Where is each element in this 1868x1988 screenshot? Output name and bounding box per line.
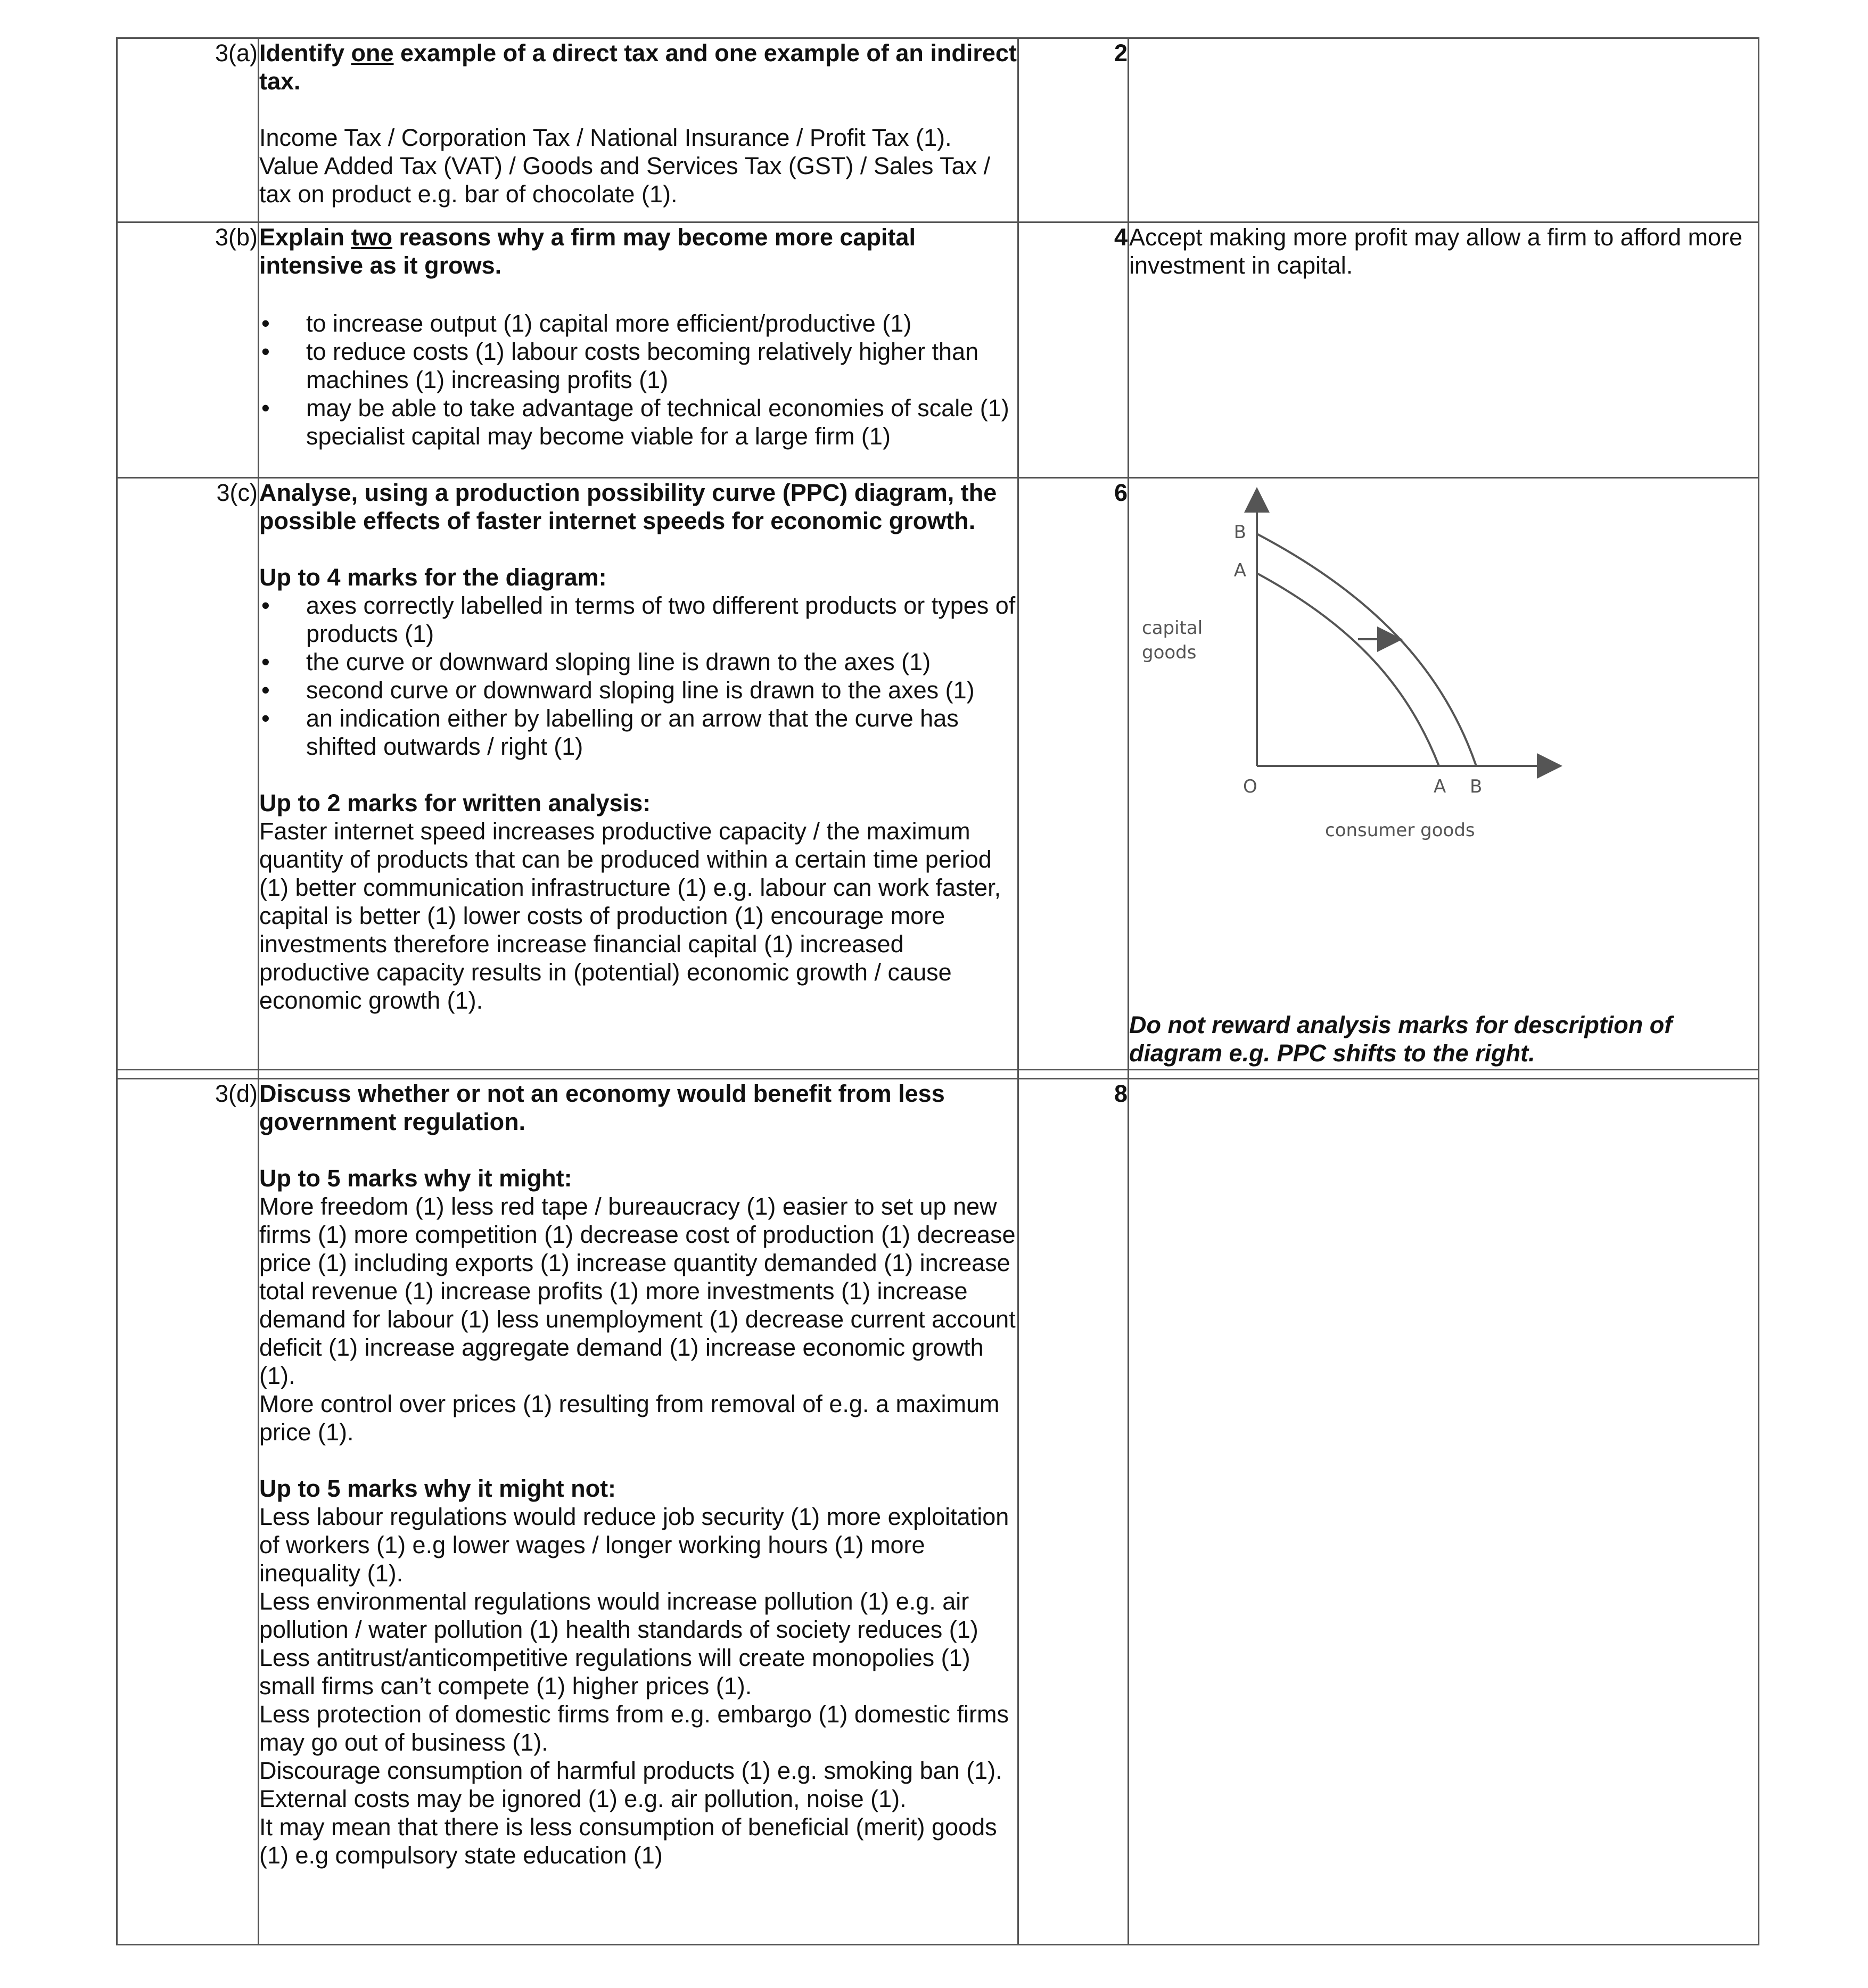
question-number: 3(d) [117, 1079, 259, 1945]
y-axis-label-line1: capital [1142, 617, 1203, 639]
question-text: Analyse, using a production possibility curve (PPC) diagram, the possible effects of faster internet speeds for economic growth. [259, 479, 997, 534]
might-not-point: Less antitrust/anticompetitive regulations will create monopolies (1) small firms can’t compete (1) higher prices (1). [259, 1644, 970, 1700]
might-heading: Up to 5 marks why it might: [259, 1165, 572, 1192]
mark-scheme-table [116, 37, 1759, 1945]
bullet-list [259, 591, 1017, 761]
might-not-heading: Up to 5 marks why it might not: [259, 1475, 616, 1502]
curve-b-y-label: B [1233, 522, 1246, 543]
answer-cell [259, 38, 1018, 222]
question-number: 3(c) [117, 478, 259, 1070]
might-not-point: Less protection of domestic firms from e.g. embargo (1) domestic firms may go out of business (1). [259, 1701, 1009, 1756]
bullet-item: • axes correctly labelled in terms of two different products or types of products (1) [259, 591, 1017, 648]
row-3c [117, 478, 1759, 1070]
ppc-curve-b [1257, 534, 1476, 766]
curve-a-y-label: A [1233, 560, 1246, 581]
guidance-cell [1129, 478, 1759, 1070]
question-text: Explain two reasons why a firm may become more capital intensive as it grows. [259, 224, 916, 279]
might-not-point: Less labour regulations would reduce job security (1) more exploitation of workers (1) e.g lower wages / longer working hours (1) more inequality (1). [259, 1503, 1009, 1587]
guidance-cell: Accept making more profit may allow a firm to afford more investment in capital. [1129, 222, 1759, 478]
might-not-point: Less environmental regulations would increase pollution (1) e.g. air pollution / water pollution (1) health standards of society reduces (1) [259, 1588, 978, 1643]
answer-line: Income Tax / Corporation Tax / National Insurance / Profit Tax (1). [259, 124, 952, 151]
might-not-point: Discourage consumption of harmful products (1) e.g. smoking ban (1). [259, 1757, 1002, 1784]
bullet-item: • an indication either by labelling or an arrow that the curve has shifted outwards / right (1) [259, 704, 1017, 761]
bullet-item: • may be able to take advantage of technical economies of scale (1) specialist capital may become viable for a large firm (1) [259, 394, 1017, 450]
curve-a-x-label: A [1434, 776, 1446, 797]
question-text: Identify one example of a direct tax and one example of an indirect tax. [259, 39, 1017, 95]
might-point: More freedom (1) less red tape / bureaucracy (1) easier to set up new firms (1) more competition (1) decrease cost of production (1) decrease price (1) including exports (1) increase quantity demanded (1) increase total revenue (1) increase profits (1) more investments (1) increase demand for labour (1) less unemployment (1) decrease current account deficit (1) increase aggregate demand (1) increase economic growth (1). [259, 1193, 1016, 1389]
marks-cell: 8 [1018, 1079, 1129, 1945]
ppc-diagram-svg [1129, 479, 1736, 1011]
row-3b [117, 222, 1759, 478]
answer-line: Value Added Tax (VAT) / Goods and Services Tax (GST) / Sales Tax / tax on product e.g. bar of chocolate (1). [259, 152, 991, 208]
y-axis-label-line2: goods [1142, 642, 1197, 663]
question-text: Discuss whether or not an economy would benefit from less government regulation. [259, 1080, 945, 1135]
answer-cell [259, 478, 1018, 1070]
might-not-point: It may mean that there is less consumption of beneficial (merit) goods (1) e.g compulsory state education (1) [259, 1813, 997, 1869]
guidance-cell [1129, 38, 1759, 222]
row-3d [117, 1079, 1759, 1945]
guidance-note: Do not reward analysis marks for description of diagram e.g. PPC shifts to the right. [1129, 1011, 1673, 1067]
question-number: 3(a) [117, 38, 259, 222]
diagram-marks-heading: Up to 4 marks for the diagram: [259, 564, 607, 591]
marks-cell: 2 [1018, 38, 1129, 222]
marks-cell: 6 [1018, 478, 1129, 1070]
might-point: More control over prices (1) resulting from removal of e.g. a maximum price (1). [259, 1390, 1000, 1446]
ppc-diagram [1129, 479, 1758, 1011]
analysis-marks-heading: Up to 2 marks for written analysis: [259, 789, 651, 816]
mark-scheme-sheet [116, 37, 1758, 1945]
analysis-text: Faster internet speed increases productive capacity / the maximum quantity of products that can be produced within a certain time period (1) better communication infrastructure (1) e.g. labour can work faster, capital is better (1) lower costs of production (1) encourage more investments therefore increase financial capital (1) increased productive capacity results in (potential) economic growth / cause economic growth (1). [259, 818, 1001, 1014]
might-not-point: External costs may be ignored (1) e.g. air pollution, noise (1). [259, 1785, 907, 1812]
question-number: 3(b) [117, 222, 259, 478]
origin-label: O [1243, 776, 1257, 797]
bullet-item: • to reduce costs (1) labour costs becoming relatively higher than machines (1) increasing profits (1) [259, 337, 1017, 394]
bullet-list [259, 309, 1017, 450]
guidance-cell [1129, 1079, 1759, 1945]
row-3a [117, 38, 1759, 222]
bullet-item: • the curve or downward sloping line is drawn to the axes (1) [259, 648, 1017, 676]
row-separator [117, 1070, 1759, 1079]
marks-cell: 4 [1018, 222, 1129, 478]
bullet-item: • second curve or downward sloping line is drawn to the axes (1) [259, 676, 1017, 704]
bullet-item: • to increase output (1) capital more efficient/productive (1) [259, 309, 1017, 337]
answer-cell [259, 222, 1018, 478]
x-axis-label: consumer goods [1325, 820, 1475, 841]
ppc-curve-a [1257, 573, 1439, 766]
answer-cell [259, 1079, 1018, 1945]
curve-b-x-label: B [1470, 776, 1483, 797]
